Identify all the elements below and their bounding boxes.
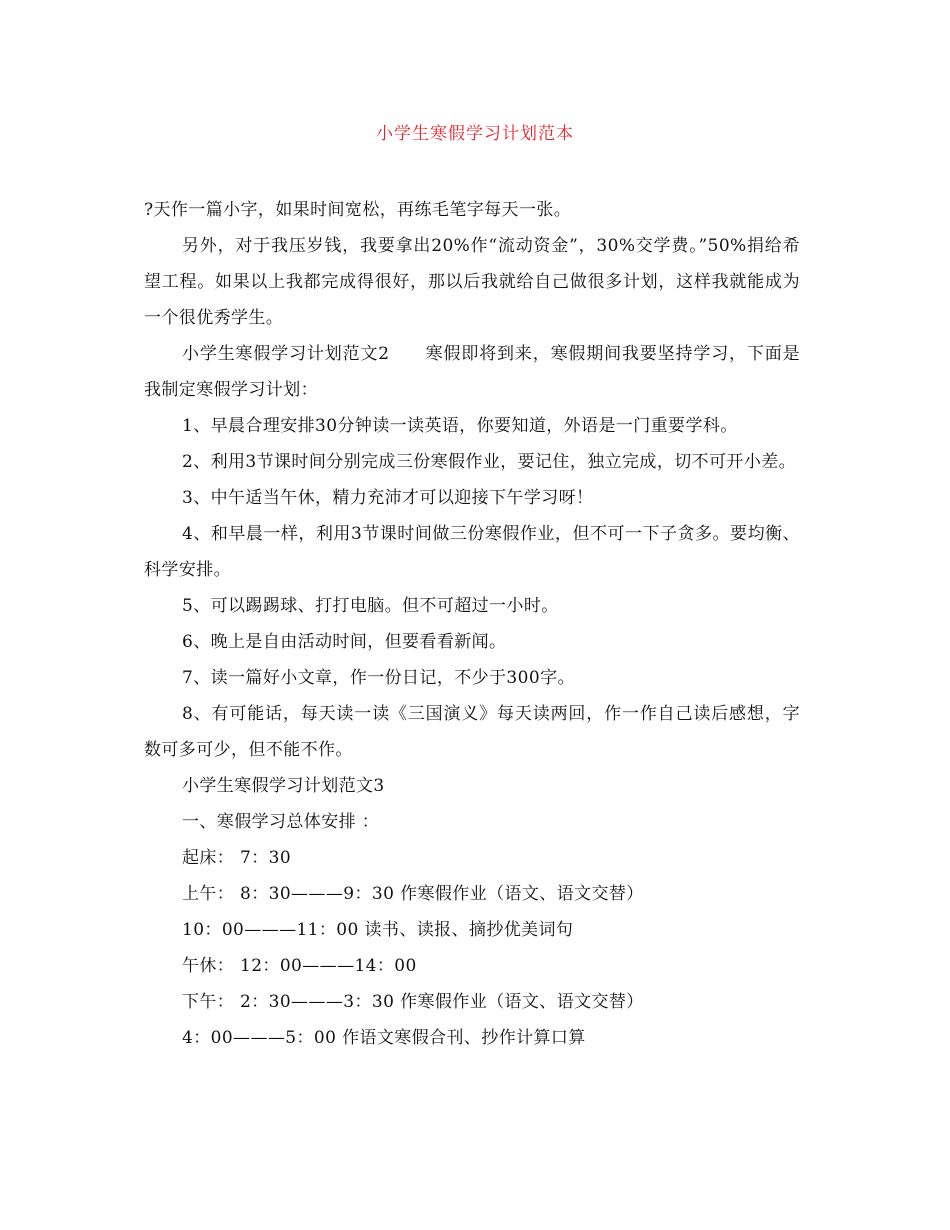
schedule-afternoon-practice: 4：00———5：00 作语文寒假合刊、抄作计算口算 xyxy=(182,1028,586,1048)
schedule-morning: 上午： 8：30———9：30 作寒假作业（语文、语文交替） xyxy=(182,884,644,904)
paragraph-3: 小学生寒假学习计划范文2 寒假即将到来，寒假期间我要坚持学习，下面是我制定寒假学习计划： xyxy=(144,344,800,400)
schedule-afternoon: 下午： 2：30———3：30 作寒假作业（语文、语文交替） xyxy=(182,992,644,1012)
document-body xyxy=(144,192,800,1056)
list-item-4: 4、和早晨一样，利用3节课时间做三份寒假作业，但不可一下子贪多。要均衡、科学安排。 xyxy=(144,524,800,580)
paragraph-2: 另外，对于我压岁钱，我要拿出20%作“流动资金”，30%交学费。”50%捐给希望工程。如果以上我都完成得很好，那以后我就给自己做很多计划，这样我就能成为一个很优秀学生。 xyxy=(144,236,800,328)
schedule-wake-up: 起床： 7：30 xyxy=(182,848,292,868)
list-item-6: 6、晚上是自由活动时间，但要看看新闻。 xyxy=(182,632,507,652)
section-heading-sample-3: 小学生寒假学习计划范文3 xyxy=(182,776,385,796)
list-item-5: 5、可以踢踢球、打打电脑。但不可超过一小时。 xyxy=(182,596,559,616)
section-heading-schedule: 一、寒假学习总体安排 ： xyxy=(182,812,380,832)
list-item-8: 8、有可能话，每天读一读《三国演义》每天读两回，作一作自己读后感想，字数可多可少，但不能不作。 xyxy=(144,704,800,760)
list-item-2: 2、利用3节课时间分别完成三份寒假作业，要记住，独立完成，切不可开小差。 xyxy=(182,452,797,472)
paragraph-1: ?天作一篇小字，如果时间宽松，再练毛笔字每天一张。 xyxy=(144,200,572,220)
schedule-noon-rest: 午休： 12：00———14：00 xyxy=(182,956,417,976)
list-item-1: 1、早晨合理安排30分钟读一读英语，你要知道，外语是一门重要学科。 xyxy=(182,416,738,436)
list-item-3: 3、中午适当午休，精力充沛才可以迎接下午学习呀！ xyxy=(182,488,594,508)
list-item-7: 7、读一篇好小文章，作一份日记，不少于300字。 xyxy=(182,668,575,688)
document-title: 小学生寒假学习计划范本 xyxy=(376,124,574,144)
schedule-morning-reading: 10：00———11：00 读书、读报、摘抄优美词句 xyxy=(182,920,574,940)
